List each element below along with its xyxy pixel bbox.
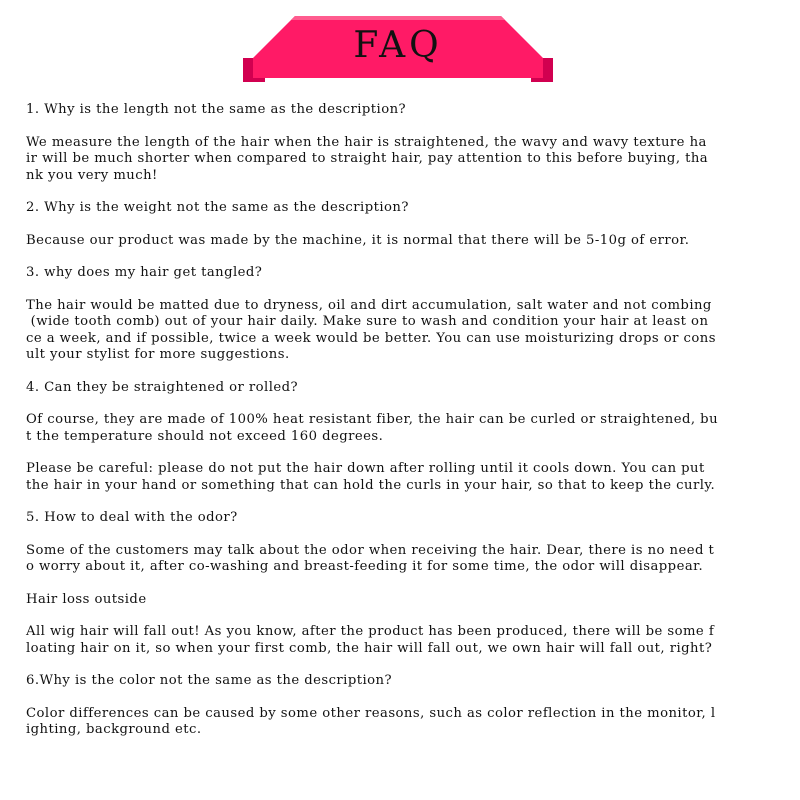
faq-question: Hair loss outside: [26, 591, 147, 607]
faq-banner: [243, 14, 553, 84]
faq-answer: Of course, they are made of 100% heat resistant fiber, the hair can be curled or straightened, bu t the temperature should not exceed 160 degrees.: [26, 412, 719, 444]
faq-answer: The hair would be matted due to dryness, oil and dirt accumulation, salt water and not combing (wide tooth comb) out of your hair daily. Make sure to wash and condition your hair at least on ce a week, and if possible, twice a week would be better. You can use moisturizing drops or cons ult your stylist for more suggestions.: [26, 297, 716, 362]
faq-title: FAQ: [353, 25, 443, 66]
faq-question: 5. How to deal with the odor?: [26, 510, 238, 525]
faq-answer: Because our product was made by the machine, it is normal that there will be 5-10g of error.: [26, 232, 690, 248]
faq-question: 3. why does my hair get tangled?: [26, 265, 263, 280]
faq-answer: Color differences can be caused by some other reasons, such as color reflection in the monitor, l ighting, background etc.: [26, 705, 716, 737]
faq-question: 2. Why is the weight not the same as the description?: [26, 200, 409, 215]
faq-question: 6.Why is the color not the same as the description?: [26, 673, 393, 688]
faq-answer-note: Please be careful: please do not put the hair down after rolling until it cools down. You can put the hair in your hand or something that can hold the curls in your hair, so that to keep the curly.: [26, 461, 716, 493]
faq-answer: All wig hair will fall out! As you know, after the product has been produced, there will be some f loating hair on it, so when your first comb, the hair will fall out, we own hair will fall out, right?: [26, 624, 715, 656]
faq-answer: Some of the customers may talk about the odor when receiving the hair. Dear, there is no need t o worry about it, after co-washing and breast-feeding it for some time, the odor will disappear.: [26, 542, 715, 574]
faq-answer: We measure the length of the hair when the hair is straightened, the wavy and wavy texture ha ir will be much shorter when compared to straight hair, pay attention to this before buying, tha nk you very much!: [26, 134, 709, 183]
faq-question: 1. Why is the length not the same as the description?: [26, 102, 407, 117]
faq-question: 4. Can they be straightened or rolled?: [26, 379, 299, 395]
faq-list: [26, 102, 796, 755]
